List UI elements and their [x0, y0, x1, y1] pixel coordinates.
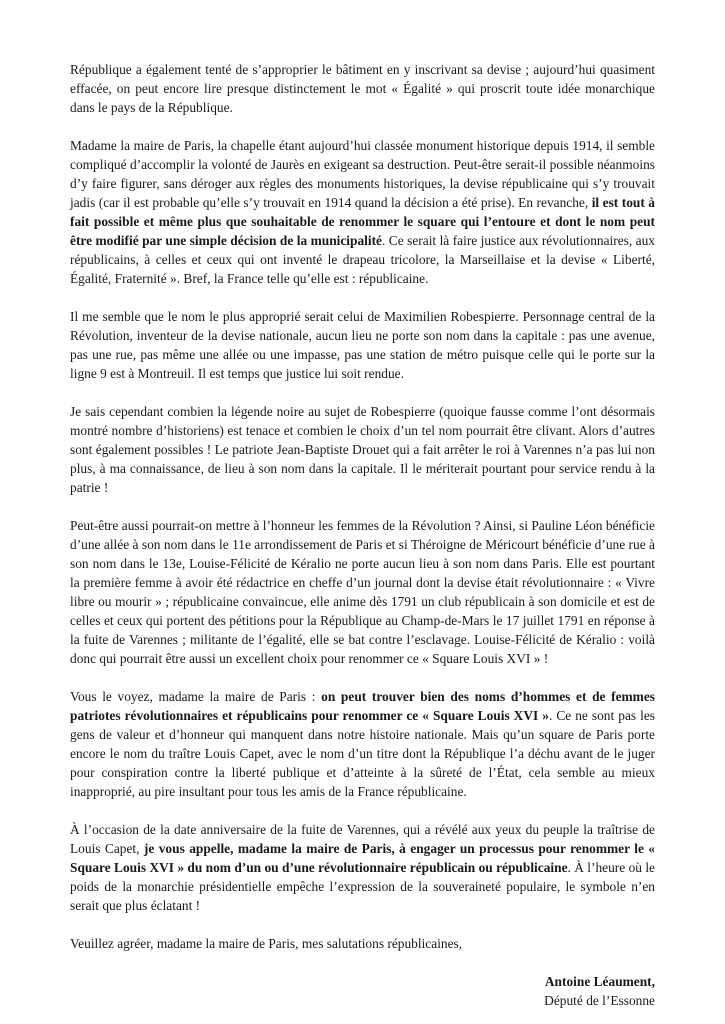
- paragraph-text: À l’occasion de la date anniversaire de la fuite de Varennes, qui a révélé aux yeux du peuple la traîtrise de Louis Capet,: [70, 822, 655, 856]
- letter-paragraph: [70, 60, 655, 117]
- letter-paragraph: [70, 687, 655, 801]
- paragraph-text: . Ce ne sont pas les gens de valeur et d’honneur qui manquent dans notre histoire nationale. Mais qu’un square de Paris porte encore le nom du traître Louis Capet, avec le nom d’un titre dont la République l’a déchu avant de le juger pour conspiration contre la liberté publique et d’atteinte à la sûreté de l’État, cela semble au mieux inapproprié, au pire insultant pour tous les amis de la France républicaine.: [70, 708, 655, 799]
- letter-paragraph: [70, 516, 655, 668]
- paragraph-text: Je sais cependant combien la légende noire au sujet de Robespierre (quoique fausse comme l’ont désormais montré nombre d’historiens) est tenace et combien le choix d’un tel nom pourrait être clivant. Alors d’autres sont également possibles ! Le patriote Jean-Baptiste Drouet qui a fait arrêter le roi à Varennes n’a pas lui non plus, à ma connaissance, de lieu à son nom dans la capitale. Il le mériterait pourtant pour service rendu à la patrie !: [70, 404, 655, 495]
- paragraph-text: Veuillez agréer, madame la maire de Paris, mes salutations républicaines,: [70, 936, 463, 951]
- signature-name: Antoine Léaument,: [544, 974, 655, 989]
- letter-paragraphs: [70, 60, 655, 953]
- paragraph-text: Peut-être aussi pourrait-on mettre à l’honneur les femmes de la Révolution ? Ainsi, si Pauline Léon bénéficie d’une allée à son nom dans le 11e arrondissement de Paris et si Théroigne de Méricourt bénéficie d’une rue à son nom dans le 13e, Louise-Félicité de Kéralio ne porte aucun lieu à son nom dans Paris. Elle est pourtant la première femme à avoir été rédactrice en cheffe d’un journal dont la devise était révolutionnaire : « Vivre libre ou mourir » ; républicaine convaincue, elle anime dès 1791 un club républicain à son domicile et est de celles et ceux qui portent des pétitions pour la République au Champ-de-Mars le 17 juillet 1791 en réponse à la fuite de Varennes ; militante de l’égalité, elle se bat contre l’esclavage. Louise-Félicité de Kéralio : voilà donc qui pourrait être aussi un excellent choix pour renommer ce « Square Louis XVI » !: [70, 518, 655, 666]
- signature-title: Député de l’Essonne: [544, 993, 655, 1008]
- paragraph-text: République a également tenté de s’approprier le bâtiment en y inscrivant sa devise ; aujourd’hui quasiment effacée, on peut encore lire presque distinctement le mot « Égalité » qui proscrit toute idée monarchique dans le pays de la République.: [70, 62, 655, 115]
- emphasized-text: il est tout à fait possible et même plus que souhaitable de renommer le square qui l’entoure et dont le nom peut être modifié par une simple décision de la municipalité: [70, 195, 655, 248]
- paragraph-text: Madame la maire de Paris, la chapelle étant aujourd’hui classée monument historique depuis 1914, il semble compliqué d’accomplir la volonté de Jaurès en exigeant sa destruction. Peut-être serait-il possible néanmoins d’y faire figurer, sans déroger aux règles des monuments historiques, la devise républicaine qui s’y trouvait jadis (car il est probable qu’elle s’y trouvait en 1914 quand la décision a été prise). En revanche,: [70, 138, 655, 210]
- paragraph-text: . À l’heure où le poids de la monarchie présidentielle empêche l’expression de la souveraineté populaire, le symbole n’en serait que plus éclatant !: [70, 860, 655, 913]
- signature-block: [70, 972, 655, 1010]
- paragraph-text: Il me semble que le nom le plus approprié serait celui de Maximilien Robespierre. Personnage central de la Révolution, inventeur de la devise nationale, aucun lieu ne porte son nom dans la capitale : pas une avenue, pas une rue, pas même une allée ou une impasse, pas une station de métro puisque celle qui le porte sur la ligne 9 est à Montreuil. Il est temps que justice lui soit rendue.: [70, 309, 655, 381]
- letter-paragraph: [70, 820, 655, 915]
- paragraph-text: Vous le voyez, madame la maire de Paris :: [70, 689, 322, 704]
- letter-paragraph: [70, 136, 655, 288]
- emphasized-text: on peut trouver bien des noms d’hommes et de femmes patriotes révolutionnaires et républicains pour renommer ce « Square Louis XVI »: [70, 689, 655, 723]
- letter-paragraph: [70, 402, 655, 497]
- emphasized-text: je vous appelle, madame la maire de Paris, à engager un processus pour renommer le « Square Louis XVI » du nom d’un ou d’une révolutionnaire républicain ou républicaine: [70, 841, 655, 875]
- letter-body: [70, 60, 655, 1010]
- letter-paragraph: [70, 307, 655, 383]
- letter-paragraph: [70, 934, 655, 953]
- paragraph-text: . Ce serait là faire justice aux révolutionnaires, aux républicains, à celles et ceux qui ont inventé le drapeau tricolore, la Marseillaise et la devise « Liberté, Égalité, Fraternité ». Bref, la France telle qu’elle est : républicaine.: [70, 233, 655, 286]
